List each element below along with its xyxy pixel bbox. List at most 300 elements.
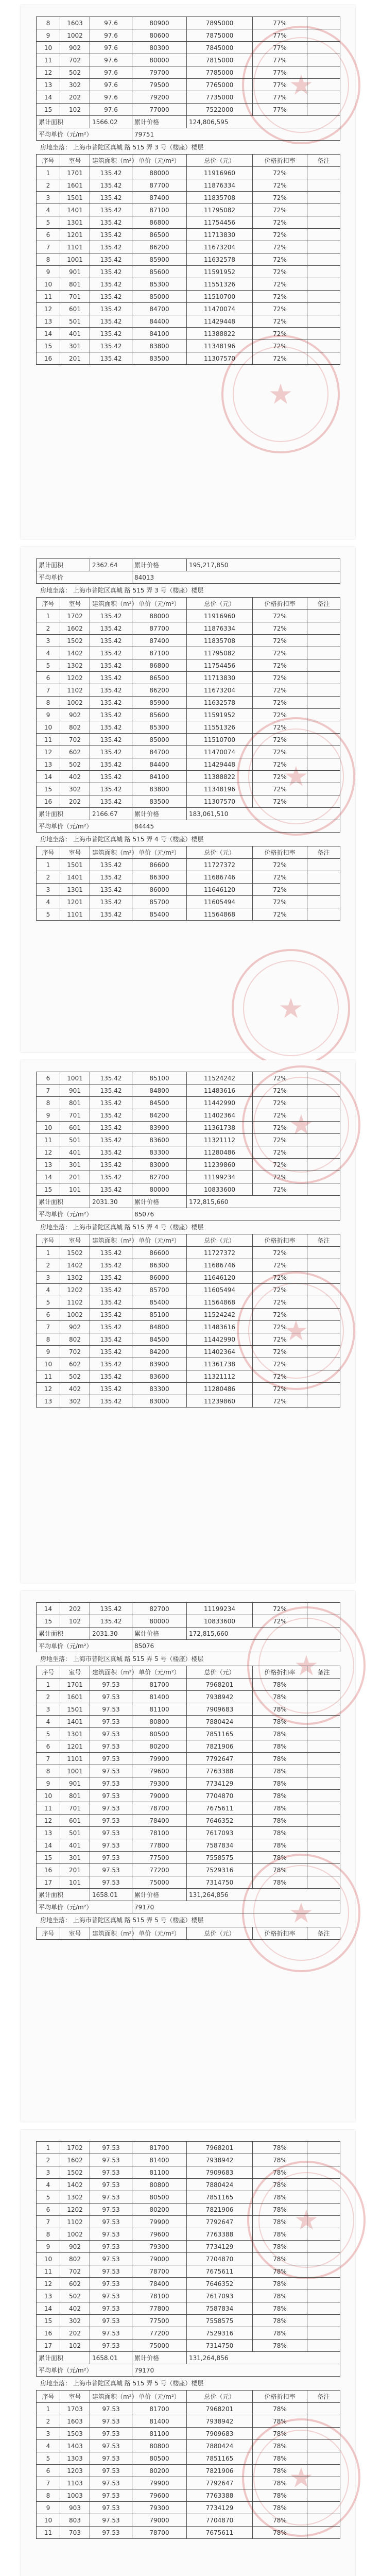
table-cell: 7851165 xyxy=(187,1728,253,1740)
table-cell: 78% xyxy=(253,1839,307,1852)
table-cell: 202 xyxy=(60,91,90,104)
table-cell: 7617093 xyxy=(187,1827,253,1839)
table-cell: 1002 xyxy=(60,2228,90,2241)
table-cell: 7792647 xyxy=(187,2216,253,2228)
table-cell: 7529316 xyxy=(187,1864,253,1876)
table-cell: 901 xyxy=(60,266,90,278)
column-header: 总价（元） xyxy=(187,2391,253,2403)
table-row xyxy=(37,253,340,266)
table-row xyxy=(37,709,340,721)
table-cell xyxy=(307,1171,340,1183)
table-cell: 86500 xyxy=(132,229,187,241)
table-cell: 77% xyxy=(253,79,307,91)
table-cell: 86200 xyxy=(132,684,187,697)
table-cell: 72% xyxy=(253,622,307,635)
table-cell: 97.53 xyxy=(90,1765,132,1777)
section-title: 房地坐落： 上海市普陀区真城 路 515 弄 5 号（楼座）楼层 xyxy=(40,1655,204,1663)
table-row xyxy=(37,2191,340,2204)
table-row xyxy=(37,2465,340,2477)
table-cell xyxy=(307,1802,340,1815)
table-cell xyxy=(307,684,340,697)
table-cell xyxy=(307,1765,340,1777)
table-row xyxy=(37,746,340,758)
table-cell: 1502 xyxy=(60,2166,90,2179)
table-cell xyxy=(307,291,340,303)
table-cell: 72% xyxy=(253,697,307,709)
table-cell: 79900 xyxy=(132,1753,187,1765)
summary-cell: 平均单价（元/m²） xyxy=(37,1208,132,1221)
table-cell: 77% xyxy=(253,66,307,79)
price-table xyxy=(36,558,340,584)
table-cell: 5 xyxy=(37,908,60,921)
table-cell: 3 xyxy=(37,635,60,647)
header-row xyxy=(37,155,340,167)
column-header: 备注 xyxy=(307,598,340,610)
table-cell: 72% xyxy=(253,340,307,352)
price-table xyxy=(36,1072,340,1221)
table-cell: 10 xyxy=(37,1790,60,1802)
table-cell xyxy=(307,66,340,79)
table-cell: 3 xyxy=(37,2428,60,2440)
table-cell: 2 xyxy=(37,2415,60,2428)
summary-cell: 平均单价（元/m²） xyxy=(37,820,132,833)
table-cell: 72% xyxy=(253,1109,307,1122)
table-cell xyxy=(307,1247,340,1259)
table-cell: 801 xyxy=(60,278,90,291)
table-row xyxy=(37,1703,340,1716)
table-cell: 15 xyxy=(37,1183,60,1196)
table-cell: 135.42 xyxy=(90,871,132,884)
table-cell: 402 xyxy=(60,1383,90,1395)
table-row xyxy=(37,2440,340,2452)
table-cell: 4 xyxy=(37,204,60,216)
table-cell: 802 xyxy=(60,721,90,734)
table-row xyxy=(37,42,340,54)
table-cell: 11 xyxy=(37,1134,60,1146)
table-cell: 77% xyxy=(253,104,307,116)
summary-row xyxy=(37,2364,340,2377)
table-row xyxy=(37,192,340,204)
table-cell: 72% xyxy=(253,734,307,746)
table-cell: 83600 xyxy=(132,1370,187,1383)
table-cell: 78700 xyxy=(132,1802,187,1815)
table-cell: 13 xyxy=(37,315,60,328)
table-cell xyxy=(307,2465,340,2477)
table-cell: 1302 xyxy=(60,2191,90,2204)
table-cell: 7763388 xyxy=(187,2489,253,2502)
table-cell: 11564868 xyxy=(187,908,253,921)
column-header: 备注 xyxy=(307,1666,340,1679)
table-cell xyxy=(307,1728,340,1740)
table-cell xyxy=(307,42,340,54)
seal-star-icon: ★ xyxy=(278,992,304,1025)
section-title: 房地坐落： 上海市普陀区真城 路 515 弄 5 号（楼座）楼层 xyxy=(40,1917,204,1924)
table-cell: 78% xyxy=(253,2166,307,2179)
table-cell: 79900 xyxy=(132,2216,187,2228)
table-cell: 78% xyxy=(253,2228,307,2241)
table-cell: 10 xyxy=(37,1358,60,1370)
table-row xyxy=(37,17,340,29)
table-cell xyxy=(307,1703,340,1716)
table-cell: 72% xyxy=(253,1072,307,1084)
table-cell: 11727372 xyxy=(187,1247,253,1259)
summary-cell: 平均单价 xyxy=(37,571,132,584)
summary-cell: 2362.64 xyxy=(90,559,132,571)
table-row xyxy=(37,1777,340,1790)
table-cell: 9 xyxy=(37,1346,60,1358)
table-cell: 97.53 xyxy=(90,2514,132,2527)
table-row xyxy=(37,1346,340,1358)
table-cell: 79200 xyxy=(132,91,187,104)
summary-cell: 累计面积 xyxy=(37,808,90,820)
table-row xyxy=(37,1333,340,1346)
table-cell: 77200 xyxy=(132,2327,187,2340)
table-cell: 502 xyxy=(60,1370,90,1383)
column-header: 序号 xyxy=(37,155,60,167)
column-header: 价格折扣率 xyxy=(253,598,307,610)
column-header: 价格折扣率 xyxy=(253,155,307,167)
table-cell: 78400 xyxy=(132,1815,187,1827)
table-cell xyxy=(307,771,340,783)
table-cell: 11686746 xyxy=(187,871,253,884)
table-cell: 16 xyxy=(37,2327,60,2340)
table-cell xyxy=(307,91,340,104)
table-cell: 78% xyxy=(253,1740,307,1753)
table-cell: 88000 xyxy=(132,610,187,622)
table-cell: 1603 xyxy=(60,2415,90,2428)
table-cell: 80000 xyxy=(132,1615,187,1628)
table-row xyxy=(37,167,340,179)
table-cell: 8 xyxy=(37,2228,60,2241)
table-cell: 16 xyxy=(37,352,60,365)
table-cell: 72% xyxy=(253,1084,307,1097)
table-cell: 801 xyxy=(60,1790,90,1802)
table-row xyxy=(37,29,340,42)
table-cell: 1702 xyxy=(60,2142,90,2154)
table-cell: 13 xyxy=(37,79,60,91)
table-cell: 97.53 xyxy=(90,2465,132,2477)
table-cell: 1203 xyxy=(60,2465,90,2477)
table-cell: 72% xyxy=(253,1122,307,1134)
table-row xyxy=(37,291,340,303)
table-cell: 78% xyxy=(253,2415,307,2428)
table-cell: 80600 xyxy=(132,29,187,42)
table-row xyxy=(37,2477,340,2489)
table-cell: 11754456 xyxy=(187,659,253,672)
table-cell: 72% xyxy=(253,1309,307,1321)
table-cell: 135.42 xyxy=(90,1358,132,1370)
table-cell: 1001 xyxy=(60,253,90,266)
table-row xyxy=(37,2216,340,2228)
table-cell: 1201 xyxy=(60,1740,90,1753)
table-cell: 301 xyxy=(60,1852,90,1864)
table-cell: 7558575 xyxy=(187,2315,253,2327)
table-cell: 85900 xyxy=(132,253,187,266)
table-cell: 202 xyxy=(60,1603,90,1615)
table-cell: 135.42 xyxy=(90,795,132,808)
table-cell xyxy=(307,746,340,758)
table-cell: 86600 xyxy=(132,1247,187,1259)
table-row xyxy=(37,54,340,66)
table-cell: 135.42 xyxy=(90,1146,132,1159)
table-row xyxy=(37,684,340,697)
table-cell: 86000 xyxy=(132,1272,187,1284)
table-cell: 13 xyxy=(37,1159,60,1171)
document-page xyxy=(21,2130,355,2576)
table-cell: 135.42 xyxy=(90,340,132,352)
table-cell: 135.42 xyxy=(90,908,132,921)
table-cell: 72% xyxy=(253,859,307,871)
table-cell: 1501 xyxy=(60,1703,90,1716)
table-cell: 101 xyxy=(60,1876,90,1889)
table-cell: 97.6 xyxy=(90,66,132,79)
table-cell: 902 xyxy=(60,709,90,721)
table-row xyxy=(37,2327,340,2340)
table-cell xyxy=(307,253,340,266)
table-cell: 9 xyxy=(37,1109,60,1122)
table-cell: 7675611 xyxy=(187,2527,253,2539)
seal-star-icon: ★ xyxy=(288,1108,314,1141)
table-cell xyxy=(307,721,340,734)
table-cell: 135.42 xyxy=(90,746,132,758)
table-cell: 201 xyxy=(60,352,90,365)
table-cell: 80200 xyxy=(132,2465,187,2477)
table-cell: 97.53 xyxy=(90,1864,132,1876)
table-cell xyxy=(307,896,340,908)
column-header: 建筑面积（m²） xyxy=(90,598,132,610)
table-cell: 1 xyxy=(37,1247,60,1259)
table-cell xyxy=(307,352,340,365)
table-cell: 802 xyxy=(60,1333,90,1346)
table-cell: 402 xyxy=(60,2302,90,2315)
table-cell: 85700 xyxy=(132,896,187,908)
table-cell xyxy=(307,1284,340,1296)
table-row xyxy=(37,66,340,79)
table-cell: 85000 xyxy=(132,291,187,303)
table-cell: 97.6 xyxy=(90,42,132,54)
table-cell: 79300 xyxy=(132,2241,187,2253)
table-cell: 7821906 xyxy=(187,2465,253,2477)
table-cell: 602 xyxy=(60,1358,90,1370)
table-cell: 803 xyxy=(60,2514,90,2527)
table-cell: 80000 xyxy=(132,1183,187,1196)
table-cell: 6 xyxy=(37,2204,60,2216)
table-cell: 5 xyxy=(37,2191,60,2204)
table-cell: 1703 xyxy=(60,2403,90,2415)
table-cell xyxy=(307,1716,340,1728)
table-row xyxy=(37,1321,340,1333)
table-cell: 11402364 xyxy=(187,1346,253,1358)
table-cell: 77500 xyxy=(132,1852,187,1864)
summary-cell: 累计面积 xyxy=(37,116,90,128)
table-cell xyxy=(307,871,340,884)
table-row xyxy=(37,1864,340,1876)
table-row xyxy=(37,1839,340,1852)
table-row xyxy=(37,328,340,340)
table-cell: 86200 xyxy=(132,241,187,253)
table-cell: 13 xyxy=(37,758,60,771)
table-cell: 72% xyxy=(253,241,307,253)
table-cell: 15 xyxy=(37,340,60,352)
table-cell: 72% xyxy=(253,253,307,266)
document-page xyxy=(21,547,355,1052)
table-cell: 1202 xyxy=(60,1284,90,1296)
table-cell: 11348196 xyxy=(187,340,253,352)
table-cell: 72% xyxy=(253,1383,307,1395)
table-cell: 6 xyxy=(37,229,60,241)
column-header: 序号 xyxy=(37,1927,60,1940)
table-cell: 77000 xyxy=(132,104,187,116)
table-cell: 77200 xyxy=(132,1864,187,1876)
table-cell: 11361738 xyxy=(187,1358,253,1370)
table-cell: 135.42 xyxy=(90,1109,132,1122)
table-cell: 9 xyxy=(37,1777,60,1790)
table-cell: 72% xyxy=(253,771,307,783)
table-cell: 75000 xyxy=(132,2340,187,2352)
table-cell: 5 xyxy=(37,2452,60,2465)
table-cell: 77500 xyxy=(132,2315,187,2327)
table-cell xyxy=(307,2154,340,2166)
table-cell: 77800 xyxy=(132,1839,187,1852)
table-cell: 16 xyxy=(37,1864,60,1876)
table-cell: 97.53 xyxy=(90,2477,132,2489)
table-row xyxy=(37,2179,340,2191)
table-cell xyxy=(307,1296,340,1309)
table-cell xyxy=(307,1827,340,1839)
table-cell: 87700 xyxy=(132,622,187,635)
table-cell: 78100 xyxy=(132,1827,187,1839)
table-cell: 81700 xyxy=(132,2403,187,2415)
table-cell: 901 xyxy=(60,1084,90,1097)
summary-cell: 172,815,660 xyxy=(187,1196,340,1208)
table-cell xyxy=(307,2315,340,2327)
table-cell: 83600 xyxy=(132,1134,187,1146)
table-cell: 16 xyxy=(37,795,60,808)
table-row xyxy=(37,1370,340,1383)
table-cell: 4 xyxy=(37,1716,60,1728)
table-cell: 72% xyxy=(253,659,307,672)
table-row xyxy=(37,1259,340,1272)
table-cell: 72% xyxy=(253,1159,307,1171)
table-cell: 1402 xyxy=(60,2179,90,2191)
table-cell: 11673204 xyxy=(187,684,253,697)
table-cell xyxy=(307,2428,340,2440)
table-cell xyxy=(307,697,340,709)
table-row xyxy=(37,2228,340,2241)
summary-row xyxy=(37,2352,340,2364)
page-content xyxy=(36,1072,340,1408)
table-cell: 402 xyxy=(60,771,90,783)
table-cell: 7845000 xyxy=(187,42,253,54)
table-cell: 7909683 xyxy=(187,2428,253,2440)
table-cell: 135.42 xyxy=(90,253,132,266)
summary-row xyxy=(37,559,340,571)
table-cell: 7646352 xyxy=(187,2278,253,2290)
table-cell: 72% xyxy=(253,1333,307,1346)
table-cell: 1403 xyxy=(60,2440,90,2452)
table-cell: 72% xyxy=(253,266,307,278)
table-cell: 72% xyxy=(253,167,307,179)
table-cell: 702 xyxy=(60,2265,90,2278)
summary-cell: 172,815,660 xyxy=(187,1628,340,1640)
table-cell: 10 xyxy=(37,2514,60,2527)
table-cell: 5 xyxy=(37,659,60,672)
table-cell: 7 xyxy=(37,1321,60,1333)
table-cell: 97.53 xyxy=(90,1740,132,1753)
table-cell: 72% xyxy=(253,908,307,921)
table-cell: 97.53 xyxy=(90,1691,132,1703)
table-row xyxy=(37,340,340,352)
table-row xyxy=(37,303,340,315)
column-header: 建筑面积（m²） xyxy=(90,1666,132,1679)
seal-star-icon: ★ xyxy=(288,69,314,101)
table-cell: 78% xyxy=(253,2440,307,2452)
table-cell: 7763388 xyxy=(187,1765,253,1777)
table-cell: 11280486 xyxy=(187,1146,253,1159)
table-cell: 77% xyxy=(253,91,307,104)
table-cell: 72% xyxy=(253,1296,307,1309)
table-cell: 1701 xyxy=(60,167,90,179)
table-cell: 72% xyxy=(253,672,307,684)
table-cell: 97.53 xyxy=(90,2452,132,2465)
summary-row xyxy=(37,1196,340,1208)
table-cell: 85400 xyxy=(132,908,187,921)
table-cell: 11524242 xyxy=(187,1309,253,1321)
table-cell: 87100 xyxy=(132,204,187,216)
table-cell: 7909683 xyxy=(187,2166,253,2179)
table-cell: 7529316 xyxy=(187,2327,253,2340)
table-cell: 11239860 xyxy=(187,1395,253,1408)
table-cell xyxy=(307,2228,340,2241)
table-cell xyxy=(307,1159,340,1171)
table-cell: 11470074 xyxy=(187,746,253,758)
column-header: 序号 xyxy=(37,1234,60,1247)
summary-row xyxy=(37,116,340,128)
column-header: 建筑面积（m²） xyxy=(90,1234,132,1247)
column-header: 室号 xyxy=(60,2391,90,2403)
table-row xyxy=(37,1309,340,1321)
table-cell: 87100 xyxy=(132,647,187,659)
table-cell xyxy=(307,1740,340,1753)
table-cell: 7875000 xyxy=(187,29,253,42)
table-cell: 80200 xyxy=(132,1740,187,1753)
table-cell: 84200 xyxy=(132,1109,187,1122)
table-cell xyxy=(307,54,340,66)
table-cell xyxy=(307,1097,340,1109)
table-cell: 85000 xyxy=(132,734,187,746)
table-cell: 11835708 xyxy=(187,635,253,647)
table-cell: 135.42 xyxy=(90,266,132,278)
table-cell xyxy=(307,2265,340,2278)
table-cell: 8 xyxy=(37,1097,60,1109)
table-cell: 78% xyxy=(253,1753,307,1765)
price-table xyxy=(36,1602,340,1652)
table-cell: 97.53 xyxy=(90,2489,132,2502)
table-cell: 10 xyxy=(37,2253,60,2265)
table-cell: 11754456 xyxy=(187,216,253,229)
table-cell: 135.42 xyxy=(90,1084,132,1097)
table-cell: 7851165 xyxy=(187,2452,253,2465)
table-cell: 135.42 xyxy=(90,1171,132,1183)
table-cell xyxy=(307,2340,340,2352)
table-cell: 1003 xyxy=(60,2489,90,2502)
table-cell: 97.53 xyxy=(90,2278,132,2290)
summary-cell: 累计价格 xyxy=(132,559,187,571)
document-page xyxy=(21,1591,355,2122)
table-cell: 72% xyxy=(253,871,307,884)
table-cell: 10 xyxy=(37,278,60,291)
table-cell: 78% xyxy=(253,2265,307,2278)
